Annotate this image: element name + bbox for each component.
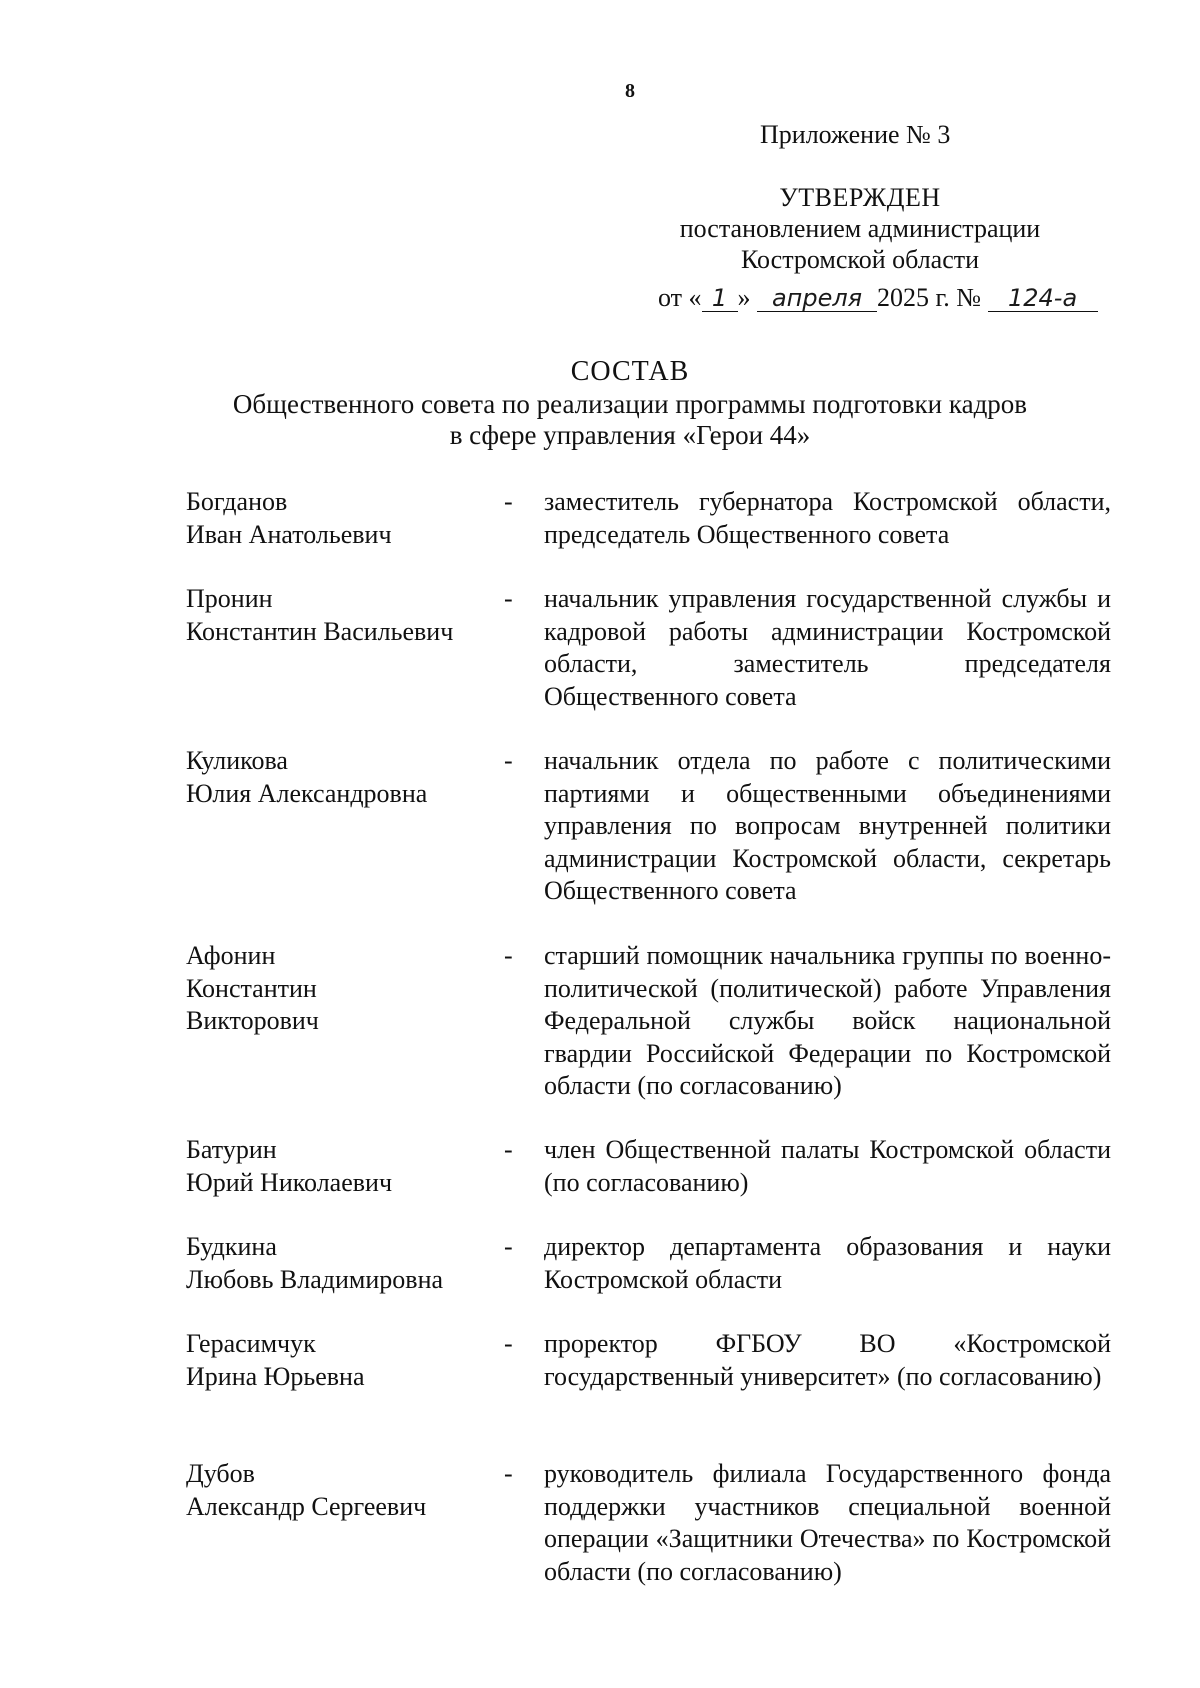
member-dash: - xyxy=(504,584,513,613)
member-name xyxy=(186,1458,486,1523)
handwritten-month: апреля xyxy=(757,285,877,312)
member-surname: Богданов xyxy=(186,487,288,516)
member-role: руководитель филиала Государственного фонда поддержки участников специальной военной операции «Защитники Отечества» по Костромской области (по согласованию) xyxy=(544,1459,1111,1586)
member-role: директор департамента образования и науки Костромской области xyxy=(544,1232,1111,1294)
member-given-names: Юрий Николаевич xyxy=(186,1167,393,1197)
member-given-names: Константин Васильевич xyxy=(186,616,454,646)
member-dash: - xyxy=(504,941,513,970)
member-dash: - xyxy=(504,746,513,775)
member-dash: - xyxy=(504,1232,513,1261)
member-role: начальник отдела по работе с политическими партиями и общественными объединениями управления по вопросам внутренней политики администрации Костромской области, секретарь Общественного совета xyxy=(544,746,1111,905)
member-role: старший помощник начальника группы по военно-политической (политической) работе Управления Федеральной службы войск национальной гвардии Российской Федерации по Костромской области (по согласованию) xyxy=(544,941,1111,1100)
member-name xyxy=(186,1134,486,1199)
member-given-names: Александр Сергеевич xyxy=(186,1491,427,1521)
member-dash: - xyxy=(504,1135,513,1164)
member-surname: Будкина xyxy=(186,1232,277,1261)
member-dash: - xyxy=(504,487,513,516)
handwritten-day: 1 xyxy=(702,285,738,312)
member-surname: Герасимчук xyxy=(186,1329,316,1358)
member-given-names: Константин xyxy=(186,973,317,1003)
handwritten-number: 124-а xyxy=(988,285,1098,312)
member-name xyxy=(186,1328,486,1393)
member-given-names: Любовь Владимировна xyxy=(186,1264,444,1294)
member-role: заместитель губернатора Костромской области, председатель Общественного совета xyxy=(544,487,1111,549)
heading-line-1: Общественного совета по реализации программы подготовки кадров xyxy=(232,389,1028,419)
member-given-names: Иван Анатольевич xyxy=(186,519,392,549)
member-name xyxy=(186,940,486,1038)
date-mid: » xyxy=(737,283,751,312)
page-number: 8 xyxy=(625,80,635,102)
member-given-names: Юлия Александровна xyxy=(186,778,428,808)
member-dash: - xyxy=(504,1329,513,1358)
heading-line-2: в сфере управления «Герои 44» xyxy=(449,420,811,450)
member-surname: Афонин xyxy=(186,941,276,970)
document-heading xyxy=(180,356,1080,451)
member-role: член Общественной палаты Костромской области (по согласованию) xyxy=(544,1135,1111,1197)
member-patronymic: Викторович xyxy=(186,1006,319,1035)
member-surname: Куликова xyxy=(186,746,288,775)
member-role: начальник управления государственной службы и кадровой работы администрации Костромской области, заместитель председателя Общественного совета xyxy=(544,584,1111,711)
appendix-label: Приложение № 3 xyxy=(760,120,951,149)
date-year: 2025 г. № xyxy=(877,283,982,312)
member-surname: Батурин xyxy=(186,1135,277,1164)
approval-line-2: Костромской области xyxy=(740,245,980,274)
approval-line-1: постановлением администрации xyxy=(679,214,1041,243)
member-surname: Дубов xyxy=(186,1459,255,1488)
member-role: проректор ФГБОУ ВО «Костромской государственный университет» (по согласованию) xyxy=(544,1329,1111,1391)
approval-block xyxy=(620,182,1100,275)
member-name xyxy=(186,1231,486,1296)
member-surname: Пронин xyxy=(186,584,273,613)
heading-title: СОСТАВ xyxy=(570,356,690,387)
approval-date-line xyxy=(658,283,1098,313)
member-name xyxy=(186,745,486,810)
member-given-names: Ирина Юрьевна xyxy=(186,1361,365,1391)
member-name xyxy=(186,486,486,551)
member-dash: - xyxy=(504,1459,513,1488)
approval-stamp: УТВЕРЖДЕН xyxy=(779,183,941,212)
date-prefix: от « xyxy=(658,283,702,312)
member-name xyxy=(186,583,486,648)
